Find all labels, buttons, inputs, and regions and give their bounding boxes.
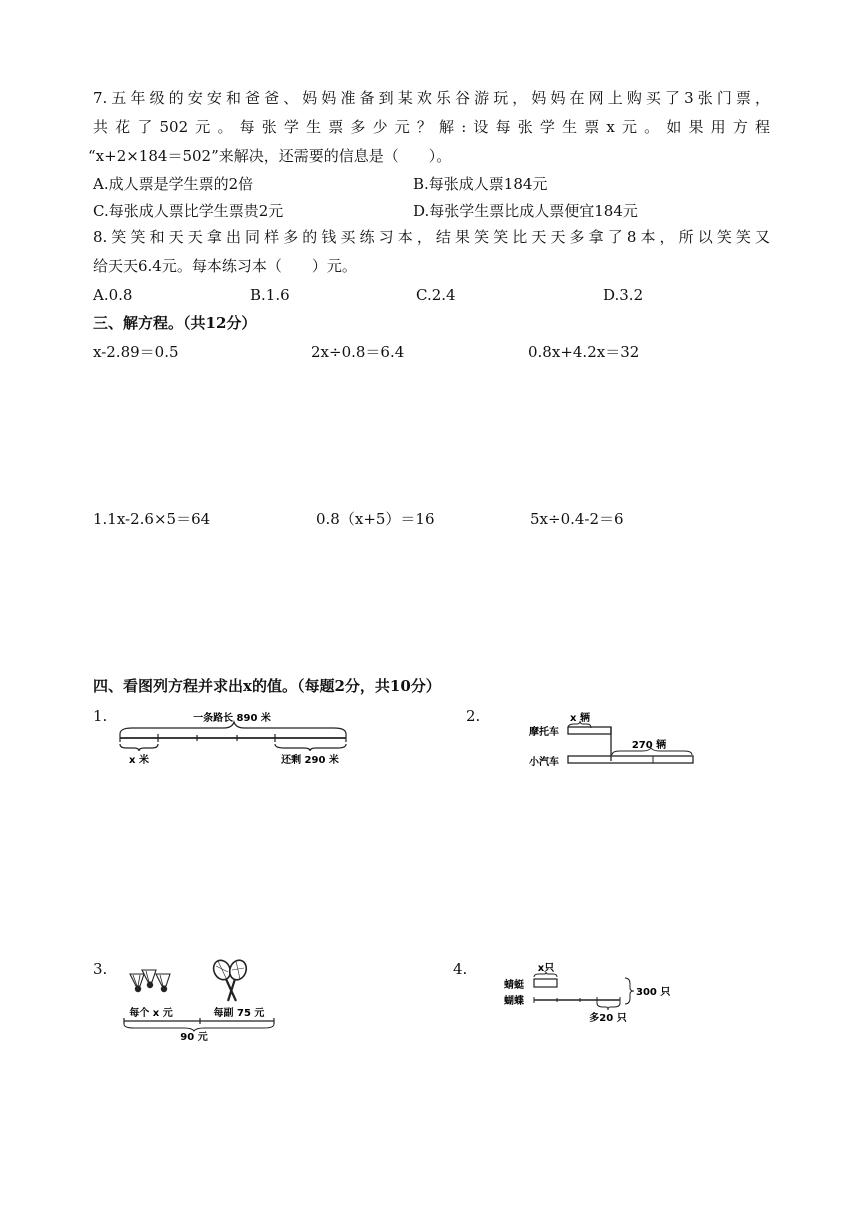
butterfly-label: 蝴蝶 — [504, 996, 524, 1007]
car-label: 小汽车 — [529, 757, 559, 768]
q8-option-d: D.3.2 — [603, 286, 644, 304]
dragonfly-label: 蜻蜓 — [504, 980, 524, 991]
problem-4-number: 4. — [453, 960, 468, 978]
q7-option-c: C.每张成人票比学生票贵2元 — [93, 202, 284, 220]
section3-title: 三、解方程。（共12分） — [93, 314, 257, 332]
equation-4: 1.1x-2.6×5＝64 — [93, 510, 211, 528]
q7-option-a: A.成人票是学生票的2倍 — [93, 175, 254, 193]
q7-option-b: B.每张成人票184元 — [413, 175, 548, 193]
q8-option-b: B.1.6 — [250, 286, 290, 304]
bar-diagram-insects — [500, 960, 700, 1026]
equation-3: 0.8x+4.2x＝32 — [528, 343, 640, 361]
bar-diagram-vehicles — [527, 708, 707, 770]
q7-line2: 共花了502元。每张学生票多少元？解:设每张学生票x元。如果用方程 — [93, 118, 770, 136]
q7-line1: 7.五年级的安安和爸爸、妈妈准备到某欢乐谷游玩，妈妈在网上购买了3张门票， — [93, 89, 770, 107]
shuttlecock-icon — [130, 970, 170, 992]
equation-6: 5x÷0.4-2＝6 — [530, 510, 624, 528]
motorcycle-label: 摩托车 — [529, 727, 559, 738]
shuttlecock-price-label: 每个 x 元 — [129, 1008, 173, 1019]
dragonfly-x-label: x只 — [537, 963, 555, 974]
road-remaining-label: 还剩 290 米 — [281, 755, 339, 766]
total-insects-label: 300 只 — [636, 987, 671, 998]
equation-2: 2x÷0.8＝6.4 — [311, 343, 405, 361]
problem-1-number: 1. — [93, 707, 108, 725]
shuttlecock-racket-diagram — [118, 958, 278, 1042]
motorcycle-x-label: x 辆 — [570, 713, 590, 724]
road-total-label: 一条路长 890 米 — [193, 713, 271, 724]
equation-5: 0.8（x+5）＝16 — [316, 510, 435, 528]
q7-line3: “x+2×184＝502”来解决，还需要的信息是（ ）。 — [88, 147, 452, 165]
q8-option-a: A.0.8 — [93, 286, 133, 304]
section4-title: 四、看图列方程并求出x的值。（每题2分，共10分） — [93, 677, 441, 695]
racket-icon — [211, 958, 249, 1001]
racket-price-label: 每副 75 元 — [213, 1008, 265, 1019]
q8-option-c: C.2.4 — [416, 286, 456, 304]
q7-option-d: D.每张学生票比成人票便宜184元 — [413, 202, 638, 220]
more-label: 多20 只 — [589, 1013, 627, 1024]
q8-line2: 给天天6.4元。每本练习本（ ）元。 — [93, 257, 357, 275]
q8-line1: 8.笑笑和天天拿出同样多的钱买练习本，结果笑笑比天天多拿了8本，所以笑笑又 — [93, 228, 770, 246]
problem-3-number: 3. — [93, 960, 108, 978]
total-price-label: 90 元 — [180, 1032, 208, 1042]
equation-1: x-2.89＝0.5 — [93, 343, 179, 361]
difference-label: 270 辆 — [631, 740, 667, 751]
road-x-label: x 米 — [129, 755, 149, 766]
line-segment-diagram-road — [112, 708, 352, 770]
problem-2-number: 2. — [466, 707, 481, 725]
